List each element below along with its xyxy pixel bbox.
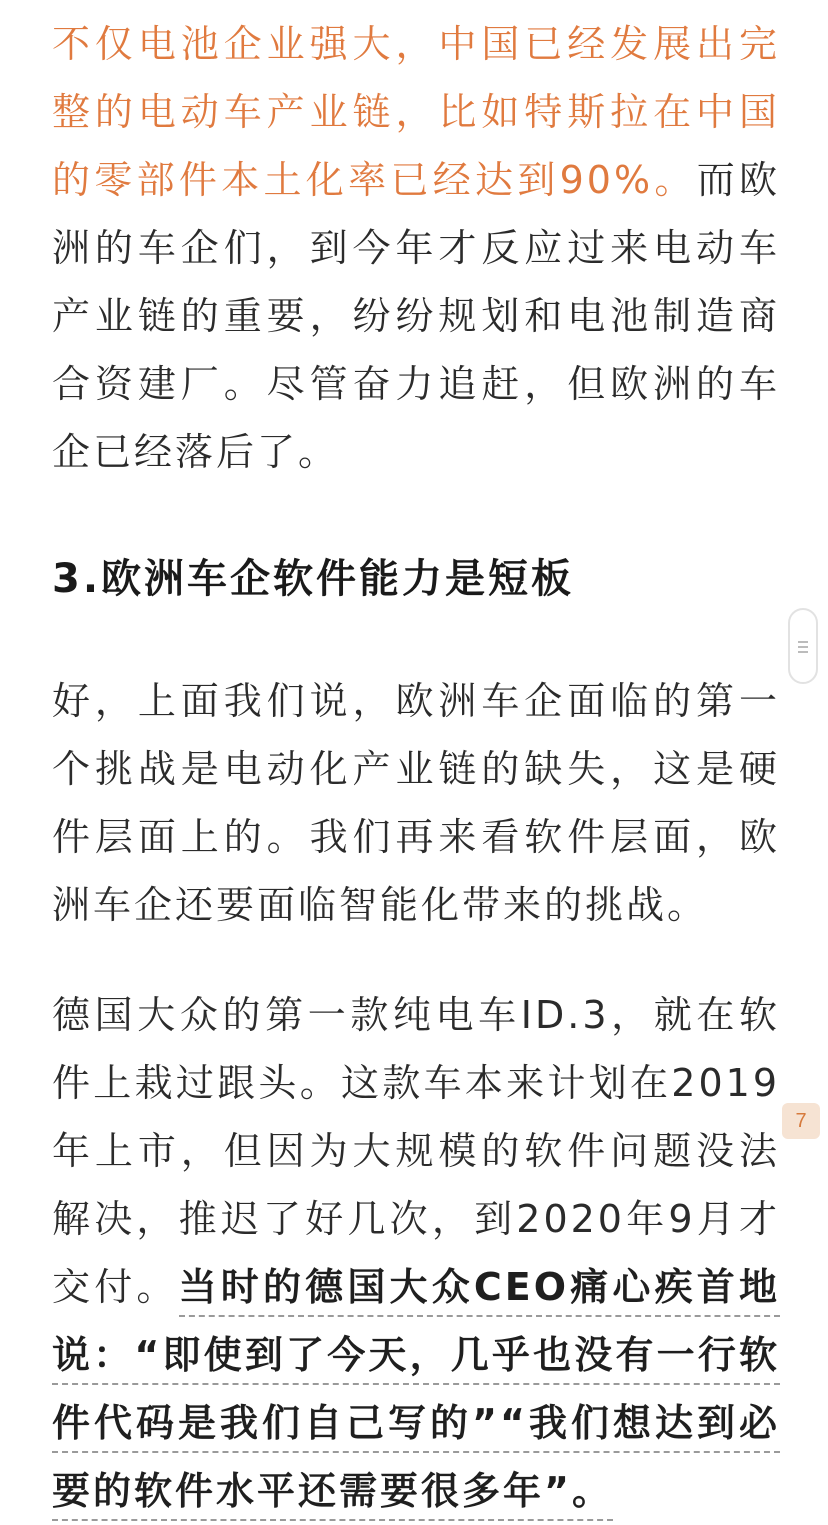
scroll-handle[interactable] bbox=[788, 608, 818, 684]
note-count-badge[interactable]: 7 bbox=[782, 1103, 820, 1139]
paragraph-vw-id3 bbox=[52, 981, 780, 1525]
highlighted-text[interactable]: 不仅电池企业强大，中国已经发展出完整的电动车产业链，比如特斯拉在中国的零部件本土化率已经达到90%。 bbox=[52, 22, 780, 202]
paragraph-software-challenge: 好，上面我们说，欧洲车企面临的第一个挑战是电动化产业链的缺失，这是硬件层面上的。我们再来看软件层面，欧洲车企还要面临智能化带来的挑战。 bbox=[52, 679, 780, 927]
article-content bbox=[52, 0, 780, 1525]
paragraph-text: 而欧洲的车企们，到今年才反应过来电动车产业链的重要，纷纷规划和电池制造商合资建厂。尽管奋力追赶，但欧洲的车企已经落后了。 bbox=[52, 158, 780, 474]
annotated-quote[interactable]: 当时的德国大众CEO痛心疾首地说：“即使到了今天，几乎也没有一行软件代码是我们自己写的”“我们想达到必要的软件水平还需要很多年”。 bbox=[52, 1265, 780, 1521]
grip-lines-icon bbox=[798, 651, 808, 653]
grip-lines-icon bbox=[798, 641, 808, 643]
paragraph-text: 德国大众的第一款纯电车ID.3，就在软件上栽过跟头。这款车本来计划在2019年上市，但因为大规模的软件问题没法解决，推迟了好几次，到2020年9月才交付。 bbox=[52, 993, 780, 1309]
grip-lines-icon bbox=[798, 646, 808, 648]
paragraph-battery-supply-chain bbox=[52, 10, 780, 486]
section-heading: 3.欧洲车企软件能力是短板 bbox=[52, 556, 575, 602]
